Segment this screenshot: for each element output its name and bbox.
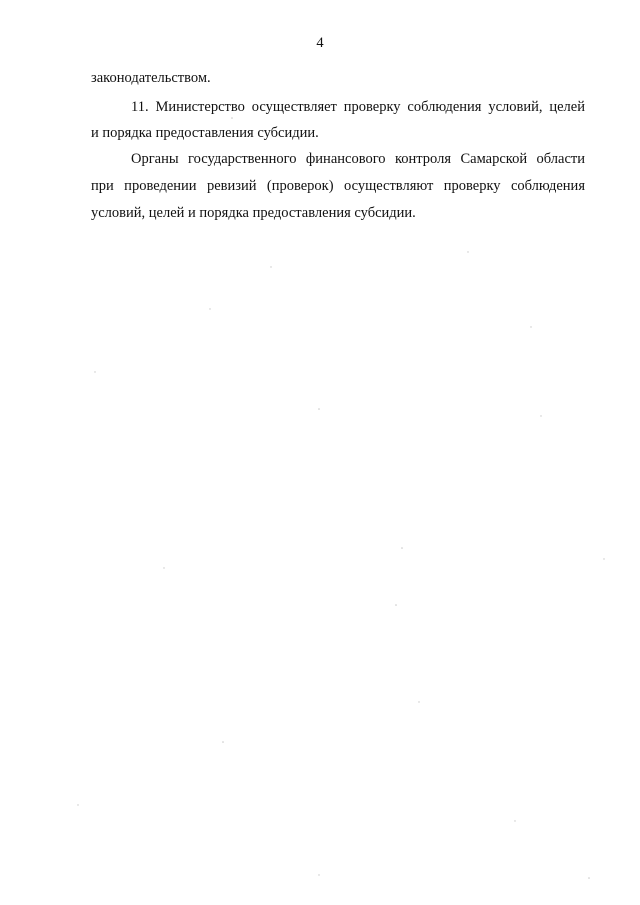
text-line-4: Органы государственного финансового контроля Самарской области bbox=[131, 151, 585, 167]
text-line-6: условий, целей и порядка предоставления субсидии. bbox=[91, 205, 416, 221]
text-line-5: при проведении ревизий (проверок) осуществляют проверку соблюдения bbox=[91, 178, 585, 194]
text-line-1: законодательством. bbox=[91, 70, 211, 86]
text-line-2: 11. Министерство осуществляет проверку соблюдения условий, целей bbox=[131, 99, 585, 115]
text-line-3: и порядка предоставления субсидии. bbox=[91, 125, 319, 141]
page-number: 4 bbox=[316, 35, 324, 51]
